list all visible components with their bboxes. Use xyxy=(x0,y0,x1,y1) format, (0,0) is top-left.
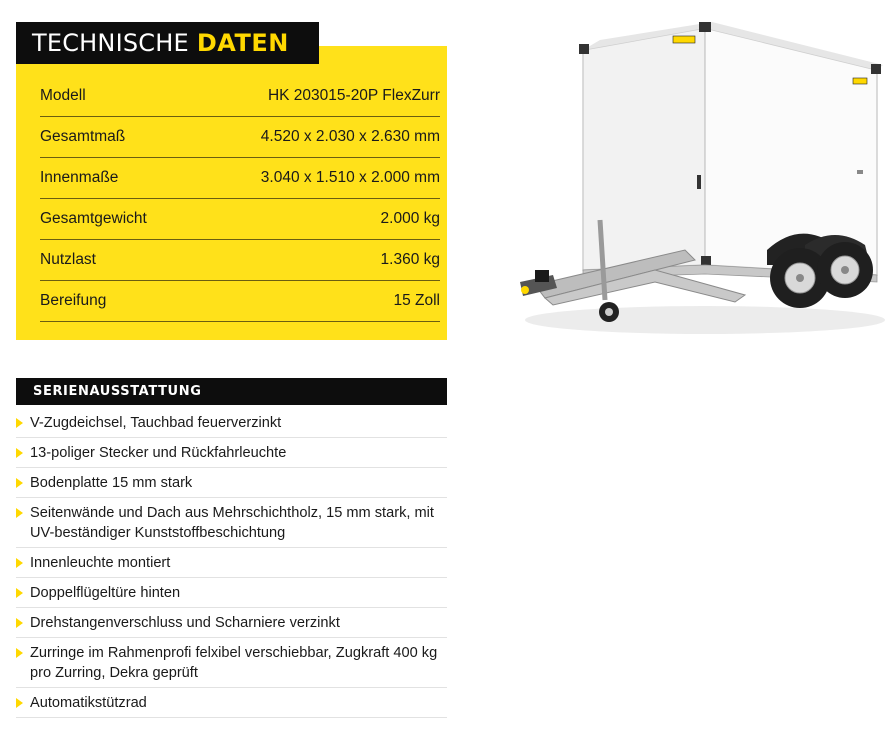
tech-row-value: 1.360 kg xyxy=(380,251,440,268)
tech-row-model xyxy=(40,76,440,117)
tech-data-heading xyxy=(16,22,319,64)
list-item-text: Innenleuchte montiert xyxy=(30,555,171,571)
triangle-bullet-icon xyxy=(16,698,23,708)
list-item-text: Seitenwände und Dach aus Mehrschichtholz, 15 mm stark, mit UV-beständiger Kunststoffbeschichtung xyxy=(30,505,434,541)
list-item-text: V-Zugdeichsel, Tauchbad feuerverzinkt xyxy=(30,415,282,431)
list-item-text: 13-poliger Stecker und Rückfahrleuchte xyxy=(30,445,287,461)
tech-row-label: Innenmaße xyxy=(40,169,119,186)
tech-data-table xyxy=(40,76,440,322)
tech-row-value: 4.520 x 2.030 x 2.630 mm xyxy=(260,128,440,145)
list-item xyxy=(16,468,447,498)
tech-row-label: Gesamtmaß xyxy=(40,128,126,145)
list-item-text: Drehstangenverschluss und Scharniere verzinkt xyxy=(30,615,340,631)
list-item-text: Bodenplatte 15 mm stark xyxy=(30,475,193,491)
tech-row-value: 2.000 kg xyxy=(380,210,440,227)
triangle-bullet-icon xyxy=(16,588,23,598)
tech-row-value: 3.040 x 1.510 x 2.000 mm xyxy=(260,169,440,186)
tech-row-label: Modell xyxy=(40,87,86,104)
triangle-bullet-icon xyxy=(16,618,23,628)
triangle-bullet-icon xyxy=(16,648,23,658)
tech-row-inner-dimensions xyxy=(40,158,440,199)
list-item xyxy=(16,638,447,688)
list-item xyxy=(16,688,447,718)
tech-row-total-dimensions xyxy=(40,117,440,158)
list-item xyxy=(16,498,447,548)
tech-row-tyres xyxy=(40,281,440,322)
standard-equipment-heading: SERIENAUSSTATTUNG xyxy=(16,378,447,405)
list-item-text: Doppelflügeltüre hinten xyxy=(30,585,181,601)
list-item xyxy=(16,408,447,438)
triangle-bullet-icon xyxy=(16,418,23,428)
triangle-bullet-icon xyxy=(16,508,23,518)
tech-row-total-weight xyxy=(40,199,440,240)
triangle-bullet-icon xyxy=(16,448,23,458)
list-item xyxy=(16,578,447,608)
tech-data-panel xyxy=(16,46,447,340)
triangle-bullet-icon xyxy=(16,558,23,568)
standard-equipment-list xyxy=(16,408,447,718)
tech-row-label: Nutzlast xyxy=(40,251,96,268)
tech-heading-word1: TECHNISCHE xyxy=(32,29,189,57)
tech-row-value: 15 Zoll xyxy=(393,292,440,309)
trailer-image xyxy=(505,20,890,340)
list-item-text: Zurringe im Rahmenprofi felxibel verschiebbar, Zugkraft 400 kg pro Zurring, Dekra geprüft xyxy=(30,645,438,681)
list-item-text: Automatikstützrad xyxy=(30,695,147,711)
tech-heading-word2: DATEN xyxy=(196,29,289,57)
triangle-bullet-icon xyxy=(16,478,23,488)
tech-row-payload xyxy=(40,240,440,281)
tech-row-label: Gesamtgewicht xyxy=(40,210,147,227)
list-item xyxy=(16,548,447,578)
list-item xyxy=(16,438,447,468)
tech-row-value: HK 203015-20P FlexZurr xyxy=(267,87,440,104)
list-item xyxy=(16,608,447,638)
tech-row-label: Bereifung xyxy=(40,292,107,309)
